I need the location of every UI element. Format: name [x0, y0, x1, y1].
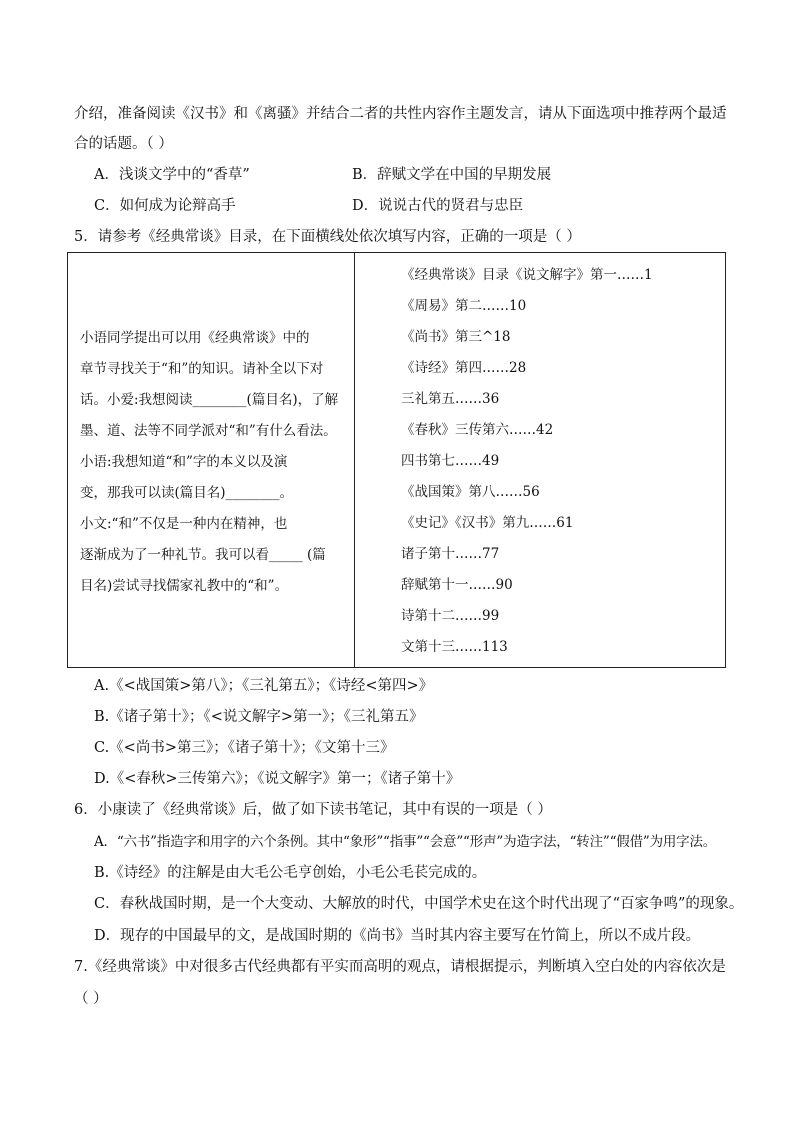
- toc-item: 《战国策》第八……56: [401, 484, 540, 500]
- dialogue-line: 小语:我想知道“和”字的本义以及演: [80, 454, 288, 470]
- toc-item: 《诗经》第四……28: [401, 360, 527, 376]
- dialogue-line: 小语同学提出可以用《经典常谈》中的: [80, 330, 310, 346]
- dialogue-line: 目名)尝试寻找儒家礼教中的“和”。: [80, 578, 289, 594]
- q6-option-c: C．春秋战国时期，是一个大变动、大解放的时代，中国学术史在这个时代出现了“百家争鸣”的现象。: [94, 896, 744, 912]
- q6-option-b: B.《诗经》的注解是由大毛公毛亨创始，小毛公毛苌完成的。: [94, 865, 487, 881]
- dialogue-line: 逐渐成为了一种礼节。我可以看_____ (篇: [80, 547, 326, 563]
- toc-item: 诗第十二……99: [401, 608, 500, 624]
- toc-item: 《尚书》第三^18: [401, 329, 511, 345]
- toc-item: 三礼第五……36: [401, 391, 500, 407]
- q4-option-b: B．辞赋文学在中国的早期发展: [352, 167, 552, 183]
- q7-paren: （ ）: [74, 991, 108, 1007]
- q5-option-c: C.《<尚书>第三》；《诸子第十》；《文第十三》: [94, 740, 395, 756]
- dialogue-line: 墨、道、法等不同学派对“和”有什么看法。: [80, 423, 337, 439]
- dialogue-cell: [68, 253, 354, 667]
- dialogue-line: 章节寻找关于“和”的知识。请补全以下对: [80, 361, 324, 377]
- toc-item: 《周易》第二……10: [401, 298, 527, 314]
- q4-line1: 介绍，准备阅读《汉书》和《离骚》并结合二者的共性内容作主题发言，请从下面选项中推荐两个最适: [74, 106, 727, 122]
- toc-item: 四书第七……49: [401, 453, 500, 469]
- toc-item: 辞赋第十一……90: [401, 577, 513, 593]
- q4-line2: 合的话题。（ ）: [74, 136, 173, 152]
- toc-item: 文第十三……113: [401, 639, 508, 655]
- q5-option-d: D.《<春秋>三传第六》；《说文解字》第一；《诸子第十》: [94, 771, 461, 787]
- dialogue-line: 话。小爱:我想阅读________(篇目名)，了解: [80, 392, 339, 408]
- q6-option-d: D．现存的中国最早的文，是战国时期的《尚书》当时其内容主要写在竹简上，所以不成片段。: [94, 928, 701, 944]
- q4-option-d: D．说说古代的贤君与忠臣: [352, 198, 524, 214]
- dialogue-line: 小文:“和”不仅是一种内在精神，也: [80, 516, 288, 532]
- q5-option-b: B.《诸子第十》；《<说文解字>第一》；《三礼第五》: [94, 709, 424, 725]
- toc-item: 《春秋》三传第六……42: [401, 422, 554, 438]
- q5-table: [67, 252, 726, 668]
- q4-option-a: A．浅谈文学中的“香草”: [94, 167, 250, 183]
- q5-option-a: A.《<战国策>第八》；《三礼第五》；《诗经<第四>》: [94, 678, 434, 694]
- toc-item: 诸子第十……77: [401, 546, 500, 562]
- q7-stem: 7.《经典常谈》中对很多古代经典都有平实而高明的观点，请根据提示，判断填入空白处的内容依次是: [74, 959, 726, 975]
- q6-stem: 6．小康读了《经典常谈》后，做了如下读书笔记，其中有误的一项是（ ）: [74, 802, 552, 818]
- toc-item: 《史记》《汉书》第九……61: [401, 515, 574, 531]
- q6-option-a: A．“六书”指造字和用字的六个条例。其中“象形”“指事”“会意”“形声”为造字法，“转注”“假借”为用字法。: [94, 834, 717, 850]
- q5-stem: 5．请参考《经典常谈》目录，在下面横线处依次填写内容，正确的一项是（ ）: [74, 229, 581, 245]
- table-divider: [354, 253, 355, 667]
- q4-option-c: C．如何成为论辩高手: [94, 198, 236, 214]
- dialogue-line: 变，那我可以读(篇目名)________。: [80, 485, 294, 501]
- toc-item: 《经典常谈》目录《说文解字》第一……1: [401, 267, 653, 283]
